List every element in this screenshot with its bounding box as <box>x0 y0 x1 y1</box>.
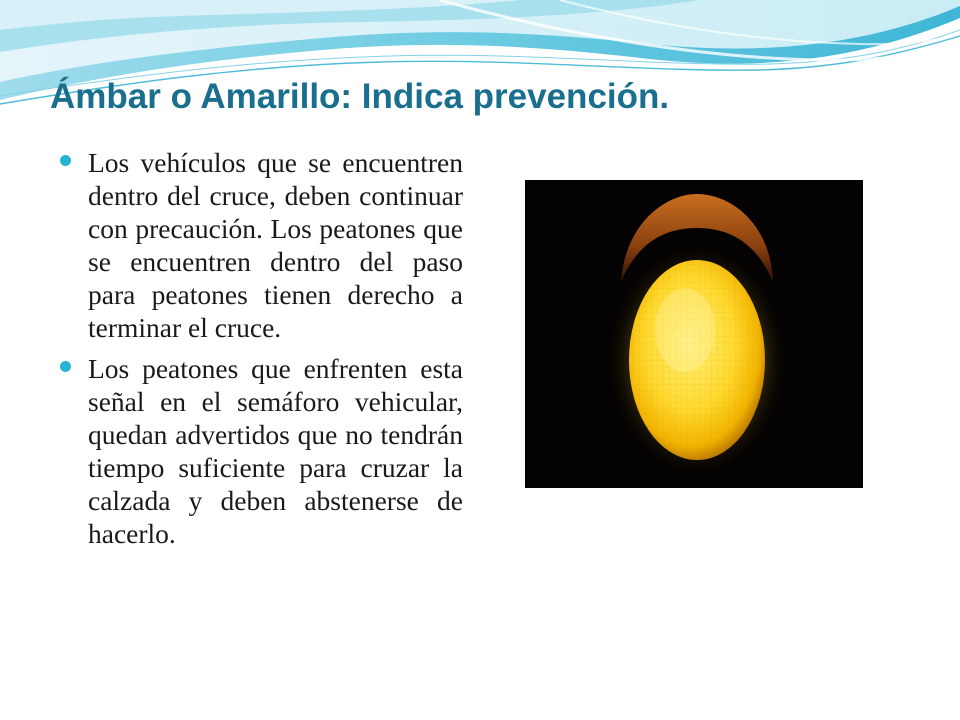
amber-light-illustration <box>525 180 863 488</box>
bullet-text: Los vehículos que se encuentren dentro del cruce, deben continuar con precaución. Los peatones que se encuentren dentro del paso para peatones tienen derecho a terminar el cruce. <box>88 147 463 343</box>
bullet-dot-icon <box>60 155 71 166</box>
bullet-list <box>60 146 463 550</box>
bullet-list-container <box>60 146 463 558</box>
bullet-text: Los peatones que enfrenten esta señal en el semáforo vehicular, quedan advertidos que no tendrán tiempo suficiente para cruzar la calzada y deben abstenerse de hacerlo. <box>88 353 463 549</box>
slide-title: Ámbar o Amarillo: Indica prevención. <box>50 77 670 116</box>
bullet-item <box>60 352 463 550</box>
traffic-light-photo <box>525 180 863 488</box>
bullet-item <box>60 146 463 344</box>
bullet-dot-icon <box>60 361 71 372</box>
